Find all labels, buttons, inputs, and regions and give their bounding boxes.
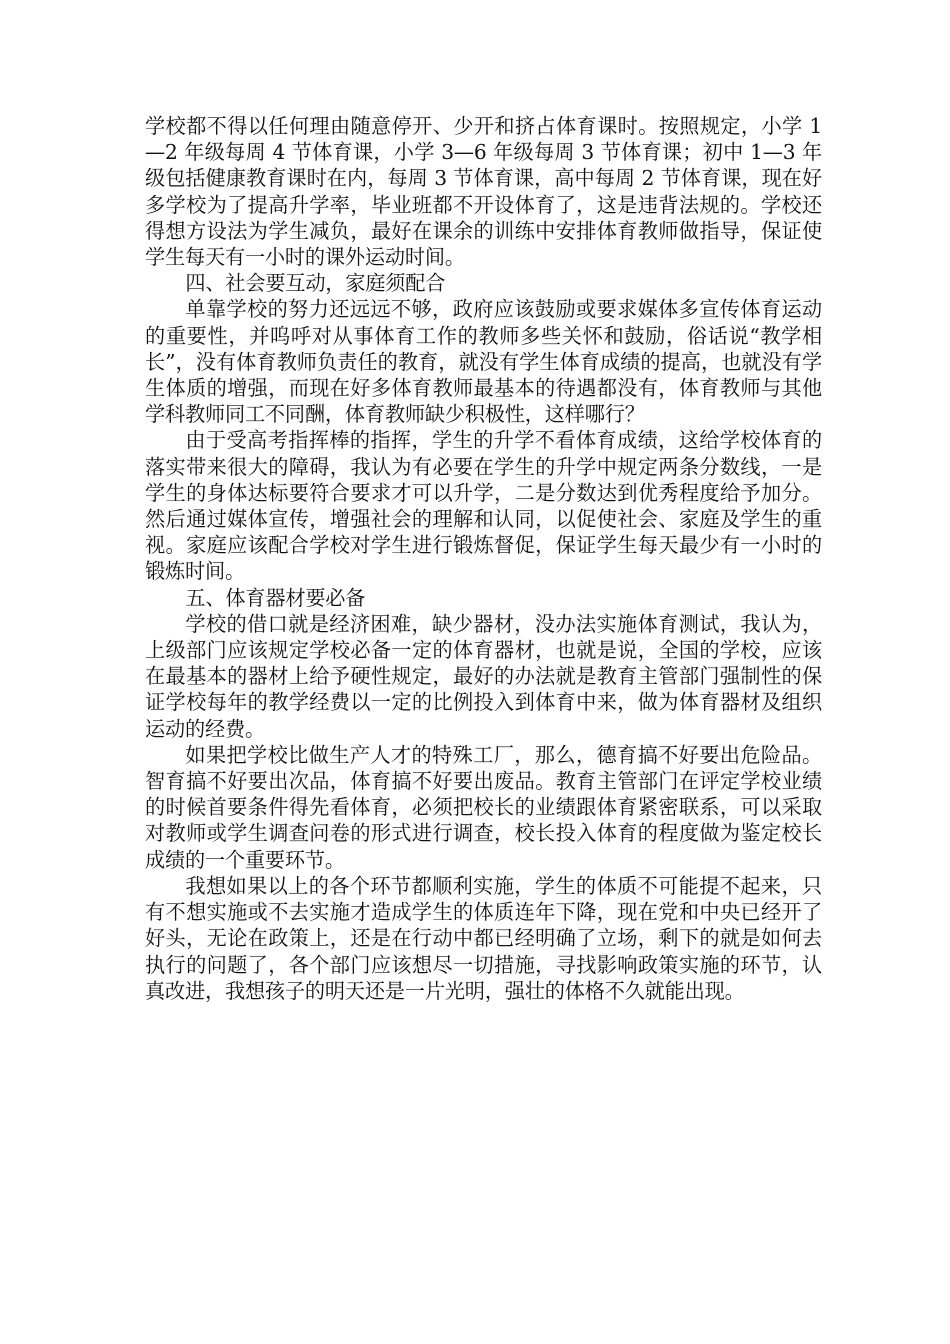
paragraph-society-2: 由于受高考指挥棒的指挥，学生的升学不看体育成绩，这给学校体育的落实带来很大的障碍，我认为有必要在学生的升学中规定两条分数线，一是学生的身体达标要符合要求才可以升学，二是分数达到优秀程度给予加分。然后通过媒体宣传，增强社会的理解和认同，以促使社会、家庭及学生的重视。家庭应该配合学校对学生进行锻炼督促，保证学生每天最少有一小时的锻炼时间。 <box>145 428 822 584</box>
section-heading-5: 五、体育器材要必备 <box>185 585 366 610</box>
document-body <box>145 113 822 1004</box>
section-heading-4: 四、社会要互动，家庭须配合 <box>185 271 446 296</box>
paragraph-continuation: 学校都不得以任何理由随意停开、少开和挤占体育课时。按照规定，小学 1—2 年级每周 4 节体育课，小学 3—6 年级每周 3 节体育课；初中 1—3 年级包括健康教育课时在内，每周 3 节体育课，高中每周 2 节体育课，现在好多学校为了提高升学率，毕业班都不开设体育了，这是违背法规的。学校还得想方设法为学生减负，最好在课余的训练中安排体育教师做指导，保证使学生每天有一小时的课外运动时间。 <box>145 114 822 270</box>
paragraph-equipment-1: 学校的借口就是经济困难，缺少器材，没办法实施体育测试，我认为，上级部门应该规定学校必备一定的体育器材，也就是说，全国的学校，应该在最基本的器材上给予硬性规定，最好的办法就是教育主管部门强制性的保证学校每年的教学经费以一定的比例投入到体育中来，做为体育器材及组织运动的经费。 <box>145 611 822 741</box>
paragraph-society-1: 单靠学校的努力还远远不够，政府应该鼓励或要求媒体多宣传体育运动的重要性，并呜呼对从事体育工作的教师多些关怀和鼓励，俗话说“教学相长”，没有体育教师负责任的教育，就没有学生体育成绩的提高，也就没有学生体质的增强，而现在好多体育教师最基本的待遇都没有，体育教师与其他学科教师同工不同酬，体育教师缺少积极性，这样哪行？ <box>145 297 822 427</box>
paragraph-conclusion: 我想如果以上的各个环节都顺利实施，学生的体质不可能提不起来，只有不想实施或不去实施才造成学生的体质连年下降，现在党和中央已经开了好头，无论在政策上，还是在行动中都已经明确了立场，剩下的就是如何去执行的问题了，各个部门应该想尽一切措施，寻找影响政策实施的环节，认真改进，我想孩子的明天还是一片光明，强壮的体格不久就能出现。 <box>145 873 822 1003</box>
paragraph-equipment-2: 如果把学校比做生产人才的特殊工厂，那么，德育搞不好要出危险品。智育搞不好要出次品，体育搞不好要出废品。教育主管部门在评定学校业绩的时候首要条件得先看体育，必须把校长的业绩跟体育紧密联系，可以采取对教师或学生调查问卷的形式进行调查，校长投入体育的程度做为鉴定校长成绩的一个重要环节。 <box>145 742 822 872</box>
